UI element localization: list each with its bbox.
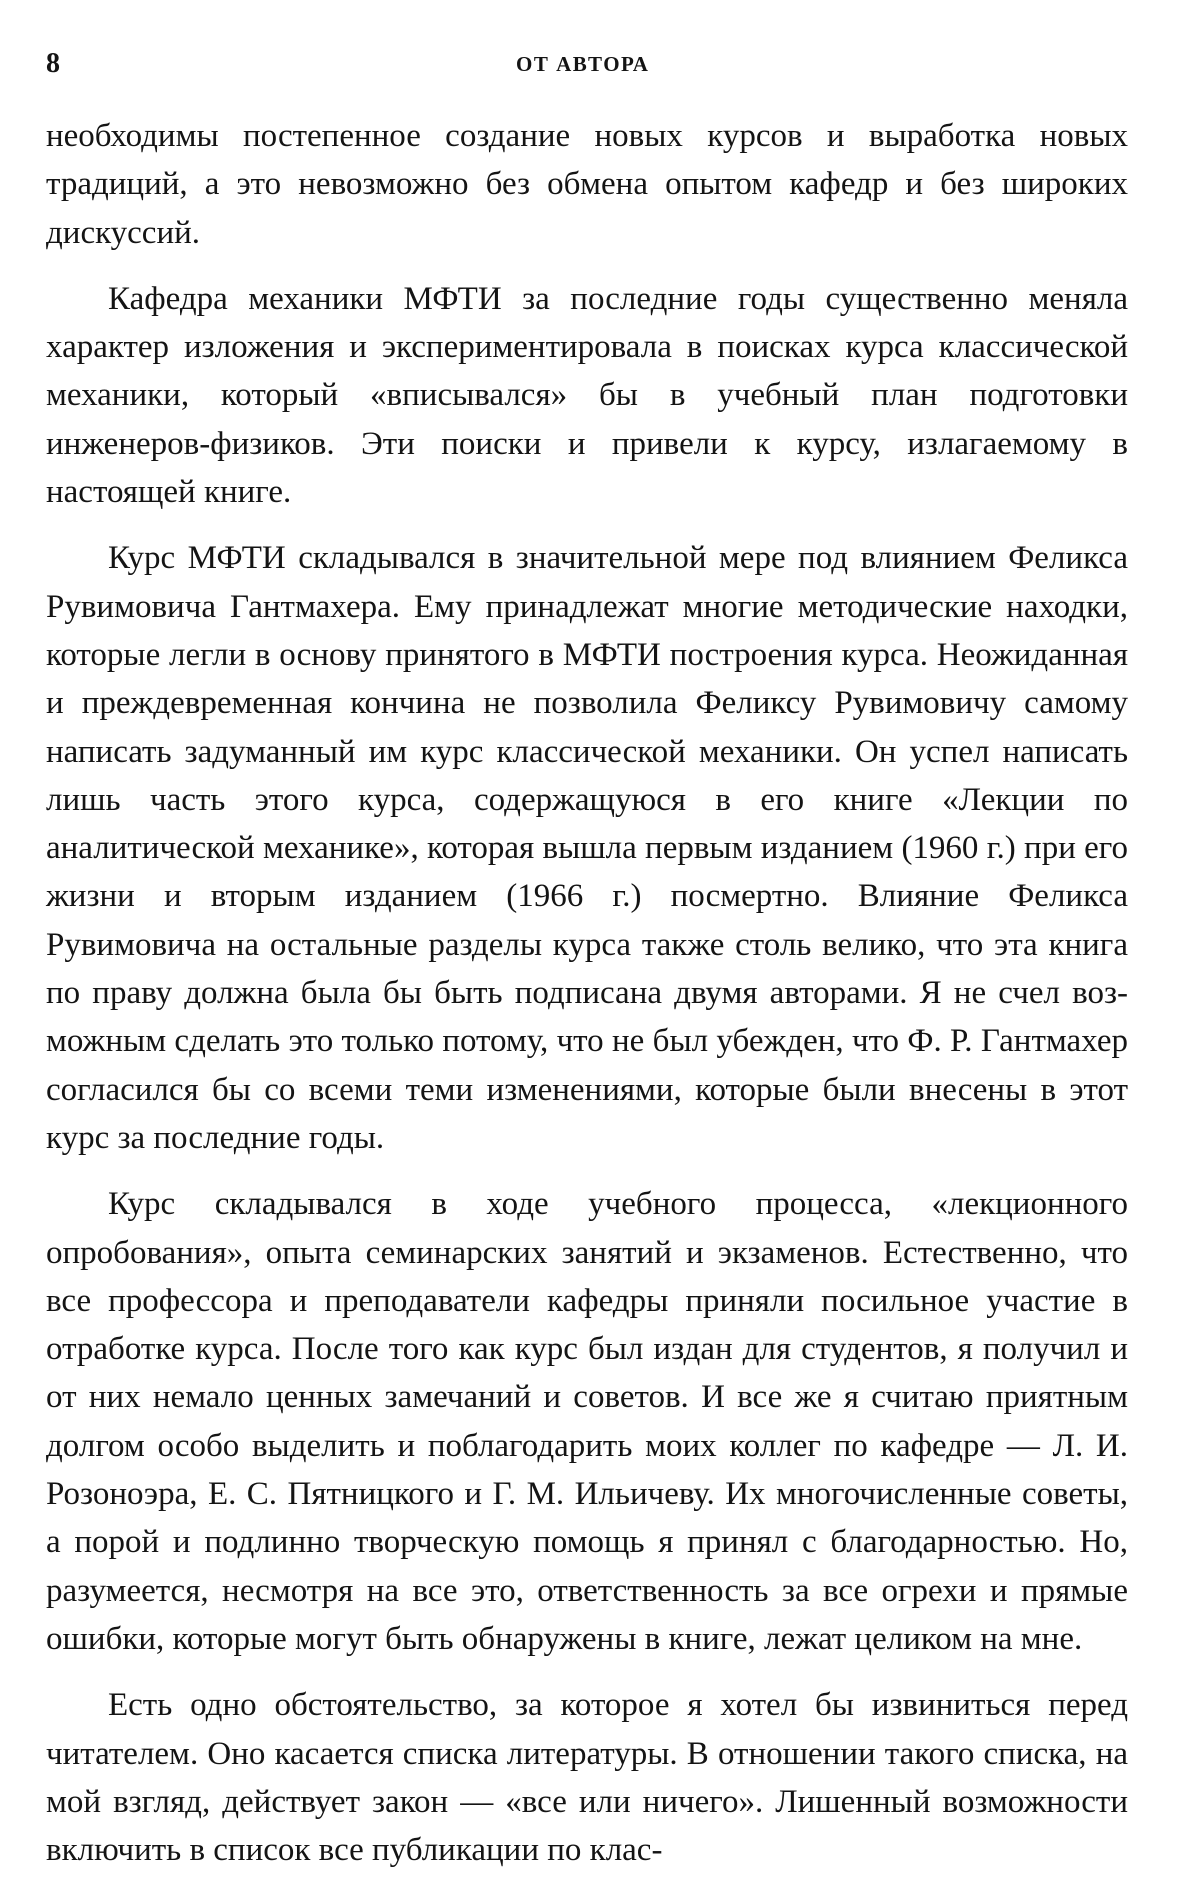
paragraph-bibliography: Есть одно обстоятельство, за которое я хотел бы извиниться перед читателем. Оно касается списка литературы. В отношении такого списка, на мой взгляд, действует закон — «все или ничего». Лишенный возможности включить в список все публикации по клас- bbox=[46, 1687, 1128, 1869]
paragraph-continuation: необходимы постепенное создание новых курсов и выработка новых традиций, а это невозможно без обмена опытом кафедр и без широких дискуссий. bbox=[46, 118, 1128, 251]
running-title: ОТ АВТОРА bbox=[516, 52, 650, 76]
paragraph-gantmakher: Курс МФТИ складывался в значительной мере под влиянием Феликса Рувимовича Гантмахера. Ему принадлежат многие методические находки, которые легли в основу принятого в МФТИ построения курса. Неожиданная и преждевременная кончина не позволила Феликсу Рувимовичу самому написать задуманный им курс классической механики. Он успел написать лишь часть этого курса, содержащуюся в его книге «Лекции по аналитической механике», которая вышла первым изданием (1960 г.) при его жизни и вторым изданием (1966 г.) посмертно. Влияние Феликса Рувимовича на остальные разделы курса также столь велико, что эта книга по праву должна была бы быть подписана двумя авторами. Я не счел возможным сделать это только потому, что не был убежден, что Ф. Р. Гантмахер согласился бы со всеми теми изменениями, которые были внесены в этот курс за последние годы. bbox=[46, 540, 1128, 1156]
paragraph-department: Кафедра механики МФТИ за последние годы существенно меняла характер изложения и экспериментировала в поисках курса классической механики, который «вписывался» бы в учебный план подготовки инженеров-физиков. Эти поиски и привели к курсу, излагаемому в настоящей книге. bbox=[46, 280, 1128, 511]
paragraph-acknowledgements: Курс складывался в ходе учебного процесса, «лекционного опробования», опыта семинарских занятий и экзаменов. Естественно, что все профессора и преподаватели кафедры приняли посильное участие в отработке курса. После того как курс был издан для студентов, я получил и от них немало ценных замечаний и советов. И все же я считаю приятным долгом особо выделить и поблагодарить моих коллег по кафедре — Л. И. Розоноэра, Е. С. Пятницкого и Г. М. Ильичеву. Их многочисленные советы, а порой и подлинно творческую помощь я принял с благодарностью. Но, разумеется, несмотря на все это, ответственность за все огрехи и прямые ошибки, которые могут быть обнаружены в книге, лежат целиком на мне. bbox=[46, 1186, 1128, 1657]
body-text bbox=[46, 112, 1128, 1892]
page-number: 8 bbox=[46, 48, 60, 79]
running-head bbox=[46, 48, 1100, 88]
